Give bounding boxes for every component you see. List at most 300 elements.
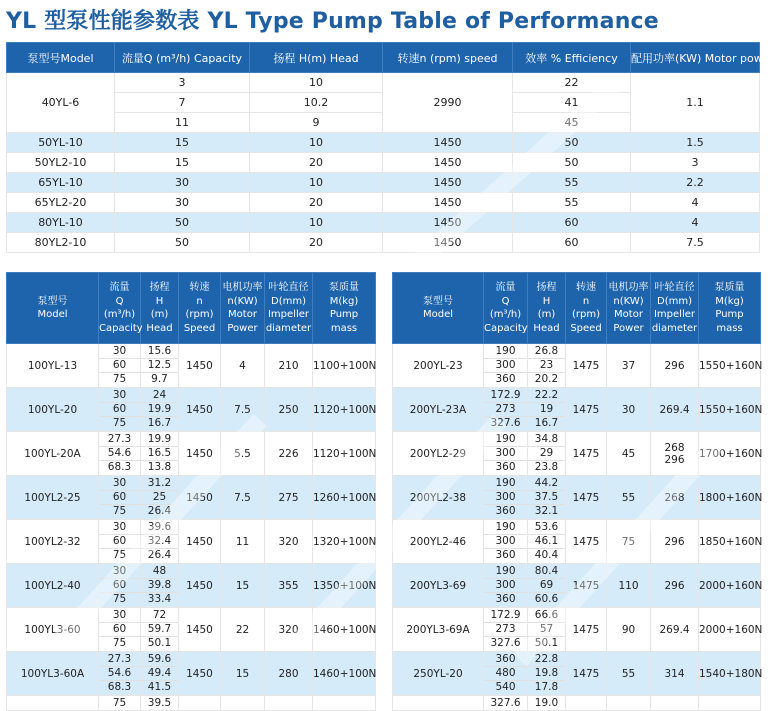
cell-power bbox=[607, 652, 651, 696]
cell-power: 7.5 bbox=[631, 233, 760, 253]
cell-value: 1450 bbox=[186, 535, 213, 548]
table-row bbox=[7, 652, 376, 696]
cell-value: 45 bbox=[564, 116, 579, 129]
cell-capacity bbox=[484, 344, 528, 388]
cell-value: 57 bbox=[528, 623, 565, 637]
cell-value: 12.5 bbox=[141, 359, 178, 373]
cell-value: 1475 bbox=[572, 359, 600, 372]
cell-value: 480 bbox=[484, 667, 527, 681]
header-line: Model bbox=[37, 309, 68, 320]
cell-mass bbox=[313, 476, 376, 520]
header-line: n bbox=[582, 295, 590, 307]
cell-value: 360 bbox=[495, 549, 516, 561]
header-line: 泵型号 bbox=[423, 295, 453, 307]
cell-model bbox=[393, 520, 484, 564]
cell-value: 11 bbox=[175, 116, 189, 129]
cell-model bbox=[7, 344, 99, 388]
cell-model: 50YL-10 bbox=[7, 133, 115, 153]
cell-value: 9 bbox=[312, 116, 320, 129]
cell-head bbox=[528, 520, 566, 564]
table-row bbox=[7, 564, 376, 608]
cell-value: 22.8 bbox=[528, 653, 565, 667]
table-row bbox=[7, 388, 376, 432]
cell-value: 200YL3-69A bbox=[406, 623, 470, 636]
cell-head: 10 bbox=[250, 173, 383, 193]
cell-value: 190 bbox=[484, 521, 527, 535]
cell-value: 25 bbox=[141, 491, 178, 505]
cell-value: 40.4 bbox=[534, 549, 559, 561]
cell-mass bbox=[699, 564, 761, 608]
cell-value: 1850+160N bbox=[699, 535, 763, 548]
cell-efficiency bbox=[513, 73, 631, 133]
cell-value: 68.3 bbox=[107, 681, 132, 693]
header-impeller bbox=[651, 273, 699, 344]
cell-speed bbox=[179, 388, 221, 432]
header-line: 叶轮直径 bbox=[654, 282, 695, 293]
header-line: Speed bbox=[570, 322, 602, 334]
cell-speed bbox=[566, 652, 607, 696]
cell-value: 1460+100N bbox=[313, 623, 377, 636]
cell-model bbox=[7, 696, 99, 711]
cell-model bbox=[7, 608, 99, 652]
header-line: 流量 bbox=[495, 282, 516, 293]
cell-impeller bbox=[651, 652, 699, 696]
cell-value: 172.9 bbox=[484, 609, 527, 623]
table-row bbox=[7, 696, 376, 711]
cell-value: 300 bbox=[484, 579, 527, 593]
cell-value: 54.6 bbox=[99, 667, 140, 681]
header-line: Impeller bbox=[653, 309, 695, 320]
cell-value: 37.5 bbox=[528, 491, 565, 505]
cell-mass bbox=[699, 476, 761, 520]
cell-mass bbox=[313, 608, 376, 652]
cell-head bbox=[141, 388, 179, 432]
cell-value: 7.5 bbox=[234, 403, 251, 416]
cell-power bbox=[607, 476, 651, 520]
cell-value: 69 bbox=[528, 579, 565, 593]
header-impeller bbox=[265, 273, 313, 344]
cell-model bbox=[393, 564, 484, 608]
cell-value: 1460+100N bbox=[313, 667, 377, 680]
cell-speed bbox=[179, 432, 221, 476]
cell-mass bbox=[699, 520, 761, 564]
cell-speed bbox=[566, 476, 607, 520]
cell-value: 100YL-13 bbox=[27, 359, 78, 372]
cell-capacity bbox=[484, 476, 528, 520]
cell-power: 4 bbox=[631, 193, 760, 213]
cell-capacity bbox=[484, 520, 528, 564]
cell-capacity: 50 bbox=[115, 233, 250, 253]
cell-value: 55 bbox=[621, 491, 636, 504]
header-line: 转速 bbox=[189, 282, 210, 293]
cell-value: 1450 bbox=[186, 447, 213, 460]
cell-power bbox=[221, 520, 265, 564]
cell-value: 1450 bbox=[186, 579, 213, 592]
cell-value: 33.4 bbox=[147, 593, 172, 605]
cell-value: 75 bbox=[112, 637, 127, 649]
header-model: 泵型号Model bbox=[7, 43, 115, 73]
cell-capacity: 30 bbox=[115, 193, 250, 213]
cell-model bbox=[393, 476, 484, 520]
cell-value: 39.8 bbox=[141, 579, 178, 593]
cell-value: 268 bbox=[664, 491, 685, 504]
cell-value: 273 bbox=[484, 403, 527, 417]
cell-speed: 1450 bbox=[383, 133, 513, 153]
cell-value: 39.5 bbox=[147, 696, 172, 709]
cell-speed: 2990 bbox=[383, 73, 513, 133]
cell-value: 39.6 bbox=[141, 521, 178, 535]
cell-model: 80YL2-10 bbox=[7, 233, 115, 253]
cell-value: 1260+100N bbox=[313, 491, 377, 504]
cell-value: 19.9 bbox=[141, 433, 178, 447]
header-line: 扬程 bbox=[149, 282, 170, 293]
table-row bbox=[393, 344, 761, 388]
cell-power bbox=[221, 608, 265, 652]
cell-impeller bbox=[651, 564, 699, 608]
cell-efficiency: 55 bbox=[513, 193, 631, 213]
cell-value: 1350+100N bbox=[313, 579, 377, 592]
header-model bbox=[393, 273, 484, 344]
cell-value: 1450 bbox=[186, 359, 213, 372]
cell-value: 1540+180N bbox=[699, 667, 763, 680]
cell-efficiency: 55 bbox=[513, 173, 631, 193]
header-line: (m) bbox=[150, 309, 169, 320]
header-speed bbox=[179, 273, 221, 344]
cell-impeller bbox=[265, 652, 313, 696]
cell-capacity bbox=[99, 432, 141, 476]
header-line: Pump bbox=[715, 309, 744, 320]
cell-head bbox=[141, 344, 179, 388]
cell-speed bbox=[179, 476, 221, 520]
cell-speed: 1450 bbox=[383, 233, 513, 253]
cell-speed: 1450 bbox=[383, 193, 513, 213]
cell-power bbox=[607, 432, 651, 476]
table-row bbox=[7, 476, 376, 520]
cell-value: 15 bbox=[235, 667, 250, 680]
header-line: Capacity bbox=[99, 322, 143, 334]
cell-value: 75 bbox=[621, 535, 636, 548]
cell-mass bbox=[699, 696, 761, 711]
cell-value: 7.5 bbox=[234, 491, 251, 504]
cell-efficiency: 50 bbox=[513, 133, 631, 153]
cell-head bbox=[141, 608, 179, 652]
cell-value: 100YL3-60 bbox=[24, 623, 81, 636]
cell-value: 1475 bbox=[572, 667, 600, 680]
cell-value: 190 bbox=[484, 565, 527, 579]
cell-value: 41 bbox=[513, 93, 630, 113]
cell-value: 32.4 bbox=[141, 535, 178, 549]
cell-value: 1475 bbox=[572, 579, 600, 592]
cell-power: 3 bbox=[631, 153, 760, 173]
cell-value: 75 bbox=[112, 417, 127, 429]
cell-capacity bbox=[99, 696, 141, 711]
cell-value: 1450 bbox=[186, 491, 213, 504]
header-line: Impeller bbox=[267, 309, 309, 320]
cell-head bbox=[528, 608, 566, 652]
header-line: (rpm) bbox=[571, 309, 600, 320]
cell-value: 1450 bbox=[186, 403, 213, 416]
cell-value: 46.1 bbox=[528, 535, 565, 549]
right-pump-table bbox=[392, 272, 761, 711]
cell-value: 172.9 bbox=[484, 389, 527, 403]
header-line: 泵型号 bbox=[37, 295, 68, 307]
cell-capacity bbox=[484, 608, 528, 652]
header-line: Speed bbox=[183, 322, 216, 334]
cell-value: 16.5 bbox=[141, 447, 178, 461]
cell-value: 327.6 bbox=[490, 417, 521, 429]
cell-capacity bbox=[99, 388, 141, 432]
cell-value: 60.6 bbox=[534, 593, 559, 605]
cell-value: 26.4 bbox=[147, 505, 172, 517]
cell-model bbox=[393, 432, 484, 476]
table-body bbox=[7, 344, 376, 711]
cell-value: 19.0 bbox=[534, 696, 559, 709]
cell-value: 1320+100N bbox=[313, 535, 377, 548]
cell-value: 7 bbox=[115, 93, 249, 113]
cell-value: 360 bbox=[495, 373, 516, 385]
header-head: 扬程 H(m) Head bbox=[250, 43, 383, 73]
cell-speed: 1450 bbox=[383, 153, 513, 173]
cell-capacity bbox=[99, 652, 141, 696]
cell-value: 66.6 bbox=[528, 609, 565, 623]
cell-value: 37 bbox=[621, 359, 636, 372]
cell-power bbox=[221, 388, 265, 432]
cell-head bbox=[141, 432, 179, 476]
cell-value: 190 bbox=[484, 345, 527, 359]
cell-capacity bbox=[99, 476, 141, 520]
cell-value: 49.4 bbox=[141, 667, 178, 681]
cell-mass bbox=[699, 344, 761, 388]
cell-model bbox=[7, 388, 99, 432]
cell-mass bbox=[313, 388, 376, 432]
header-line: Q bbox=[501, 295, 510, 307]
cell-value: 296 bbox=[664, 535, 685, 548]
cell-value: 540 bbox=[495, 681, 516, 693]
cell-value: 1475 bbox=[572, 623, 600, 636]
cell-value: 75 bbox=[112, 549, 127, 561]
cell-value: 5.5 bbox=[234, 447, 251, 460]
cell-value: 210 bbox=[278, 359, 299, 372]
cell-value: 30 bbox=[99, 477, 140, 491]
cell-value: 45 bbox=[621, 447, 636, 460]
header-line: Pump bbox=[329, 309, 359, 320]
cell-value: 100YL3-60A bbox=[20, 667, 85, 680]
cell-value: 268 bbox=[664, 441, 685, 454]
cell-power: 4 bbox=[631, 213, 760, 233]
cell-power bbox=[221, 432, 265, 476]
cell-model bbox=[7, 432, 99, 476]
cell-power: 1.1 bbox=[631, 73, 760, 133]
cell-value: 55 bbox=[621, 667, 636, 680]
cell-speed bbox=[566, 388, 607, 432]
cell-value: 320 bbox=[278, 535, 299, 548]
cell-impeller bbox=[265, 520, 313, 564]
table-row bbox=[7, 133, 760, 153]
cell-value: 200YL2-29 bbox=[409, 447, 467, 460]
cell-value: 27.3 bbox=[99, 433, 140, 447]
cell-power: 2.2 bbox=[631, 173, 760, 193]
cell-speed bbox=[566, 564, 607, 608]
table-row bbox=[7, 344, 376, 388]
cell-value: 44.2 bbox=[528, 477, 565, 491]
cell-speed bbox=[179, 608, 221, 652]
cell-model: 50YL2-10 bbox=[7, 153, 115, 173]
cell-impeller bbox=[265, 344, 313, 388]
table-row bbox=[7, 153, 760, 173]
header-line: mass bbox=[330, 322, 358, 334]
cell-value: 54.6 bbox=[99, 447, 140, 461]
cell-capacity bbox=[99, 520, 141, 564]
header-line: M(kg) bbox=[715, 295, 744, 307]
cell-value: 22.2 bbox=[528, 389, 565, 403]
cell-value: 355 bbox=[278, 579, 299, 592]
cell-head: 20 bbox=[250, 233, 383, 253]
cell-mass bbox=[699, 608, 761, 652]
cell-capacity bbox=[99, 564, 141, 608]
cell-value: 296 bbox=[664, 359, 685, 372]
cell-value: 72 bbox=[141, 609, 178, 623]
cell-speed bbox=[566, 344, 607, 388]
cell-head: 10 bbox=[250, 213, 383, 233]
left-pump-table bbox=[6, 272, 376, 711]
cell-value: 190 bbox=[484, 433, 527, 447]
cell-model: 40YL-6 bbox=[7, 73, 115, 133]
cell-speed bbox=[179, 652, 221, 696]
cell-value: 190 bbox=[484, 477, 527, 491]
cell-speed bbox=[566, 432, 607, 476]
cell-value: 110 bbox=[618, 579, 639, 592]
cell-power bbox=[221, 476, 265, 520]
header-capacity: 流量Q (m³/h) Capacity bbox=[115, 43, 250, 73]
cell-value: 360 bbox=[484, 653, 527, 667]
cell-value: 296 bbox=[664, 453, 685, 466]
cell-value: 200YL2-46 bbox=[409, 535, 467, 548]
header-line: M(kg) bbox=[329, 295, 359, 307]
cell-value: 100YL2-32 bbox=[24, 535, 81, 548]
cell-value: 360 bbox=[495, 461, 516, 473]
cell-value: 360 bbox=[495, 505, 516, 517]
header-head bbox=[528, 273, 566, 344]
cell-value: 75 bbox=[112, 593, 127, 605]
cell-speed bbox=[566, 608, 607, 652]
cell-value: 327.6 bbox=[490, 696, 521, 709]
cell-value: 314 bbox=[664, 667, 685, 680]
cell-impeller bbox=[651, 432, 699, 476]
header-line: n bbox=[196, 295, 203, 307]
header-line: 电机功率 bbox=[608, 282, 649, 293]
cell-value: 100YL2-25 bbox=[24, 491, 81, 504]
cell-value: 60 bbox=[99, 491, 140, 505]
cell-value: 360 bbox=[495, 593, 516, 605]
cell-value: 75 bbox=[112, 696, 127, 709]
cell-model bbox=[393, 696, 484, 711]
cell-value: 226 bbox=[278, 447, 299, 460]
cell-mass bbox=[313, 564, 376, 608]
cell-head: 20 bbox=[250, 153, 383, 173]
cell-capacity bbox=[99, 608, 141, 652]
header-line: (m³/h) bbox=[103, 309, 136, 320]
header-line: Power bbox=[227, 322, 258, 334]
header-head bbox=[141, 273, 179, 344]
cell-value: 13.8 bbox=[147, 461, 172, 473]
header-efficiency: 效率 % Efficiency bbox=[513, 43, 631, 73]
table-row bbox=[393, 608, 761, 652]
cell-value: 1100+100N bbox=[313, 359, 377, 372]
table-header-row bbox=[393, 273, 761, 344]
cell-value: 1475 bbox=[572, 491, 600, 504]
cell-value: 300 bbox=[484, 535, 527, 549]
cell-value: 1550+160N bbox=[699, 359, 763, 372]
table-row bbox=[7, 173, 760, 193]
cell-power bbox=[221, 696, 265, 711]
cell-value: 68.3 bbox=[107, 461, 132, 473]
cell-value: 300 bbox=[484, 491, 527, 505]
table-row bbox=[7, 73, 760, 133]
header-line: (rpm) bbox=[185, 309, 214, 320]
page-title: YL 型泵性能参数表 YL Type Pump Table of Performance bbox=[6, 9, 659, 34]
cell-head bbox=[528, 388, 566, 432]
cell-head bbox=[141, 520, 179, 564]
header-line: Power bbox=[613, 322, 644, 334]
table-body bbox=[393, 344, 761, 711]
cell-value: 269.4 bbox=[659, 623, 690, 636]
cell-impeller bbox=[265, 696, 313, 711]
cell-value: 20.2 bbox=[534, 373, 559, 385]
cell-value: 75 bbox=[112, 373, 127, 385]
cell-impeller bbox=[651, 520, 699, 564]
cell-value: 30 bbox=[99, 345, 140, 359]
cell-model bbox=[393, 388, 484, 432]
cell-capacity bbox=[484, 388, 528, 432]
cell-value: 80.4 bbox=[528, 565, 565, 579]
cell-speed bbox=[179, 564, 221, 608]
cell-power bbox=[607, 564, 651, 608]
cell-value: 4 bbox=[239, 359, 246, 372]
cell-value: 50.1 bbox=[534, 637, 559, 649]
header-line: (m) bbox=[537, 309, 556, 320]
table-row bbox=[393, 696, 761, 711]
header-line: Motor bbox=[228, 309, 257, 320]
cell-capacity bbox=[99, 344, 141, 388]
cell-capacity bbox=[115, 73, 250, 133]
table-row bbox=[7, 233, 760, 253]
cell-value: 11 bbox=[235, 535, 250, 548]
cell-efficiency: 60 bbox=[513, 233, 631, 253]
cell-value: 1475 bbox=[572, 535, 600, 548]
cell-value: 60 bbox=[99, 623, 140, 637]
cell-speed: 1450 bbox=[383, 173, 513, 193]
cell-value: 15 bbox=[235, 579, 250, 592]
header-line: 泵质量 bbox=[329, 282, 359, 293]
header-line: Head bbox=[533, 322, 560, 334]
cell-impeller bbox=[265, 388, 313, 432]
cell-value: 2000+160N bbox=[699, 623, 763, 636]
cell-value: 32.1 bbox=[534, 505, 559, 517]
cell-value: 16.7 bbox=[147, 417, 172, 429]
cell-value: 26.8 bbox=[528, 345, 565, 359]
cell-efficiency: 60 bbox=[513, 213, 631, 233]
cell-value: 19 bbox=[528, 403, 565, 417]
cell-model bbox=[7, 564, 99, 608]
cell-mass bbox=[313, 696, 376, 711]
cell-value: 1120+100N bbox=[313, 403, 377, 416]
cell-head: 20 bbox=[250, 193, 383, 213]
header-power: 配用功率(KW) Motor power bbox=[631, 43, 760, 73]
table-row bbox=[393, 388, 761, 432]
cell-value: 9.7 bbox=[151, 373, 168, 385]
header-line: Capacity bbox=[484, 322, 528, 334]
cell-value: 23 bbox=[528, 359, 565, 373]
